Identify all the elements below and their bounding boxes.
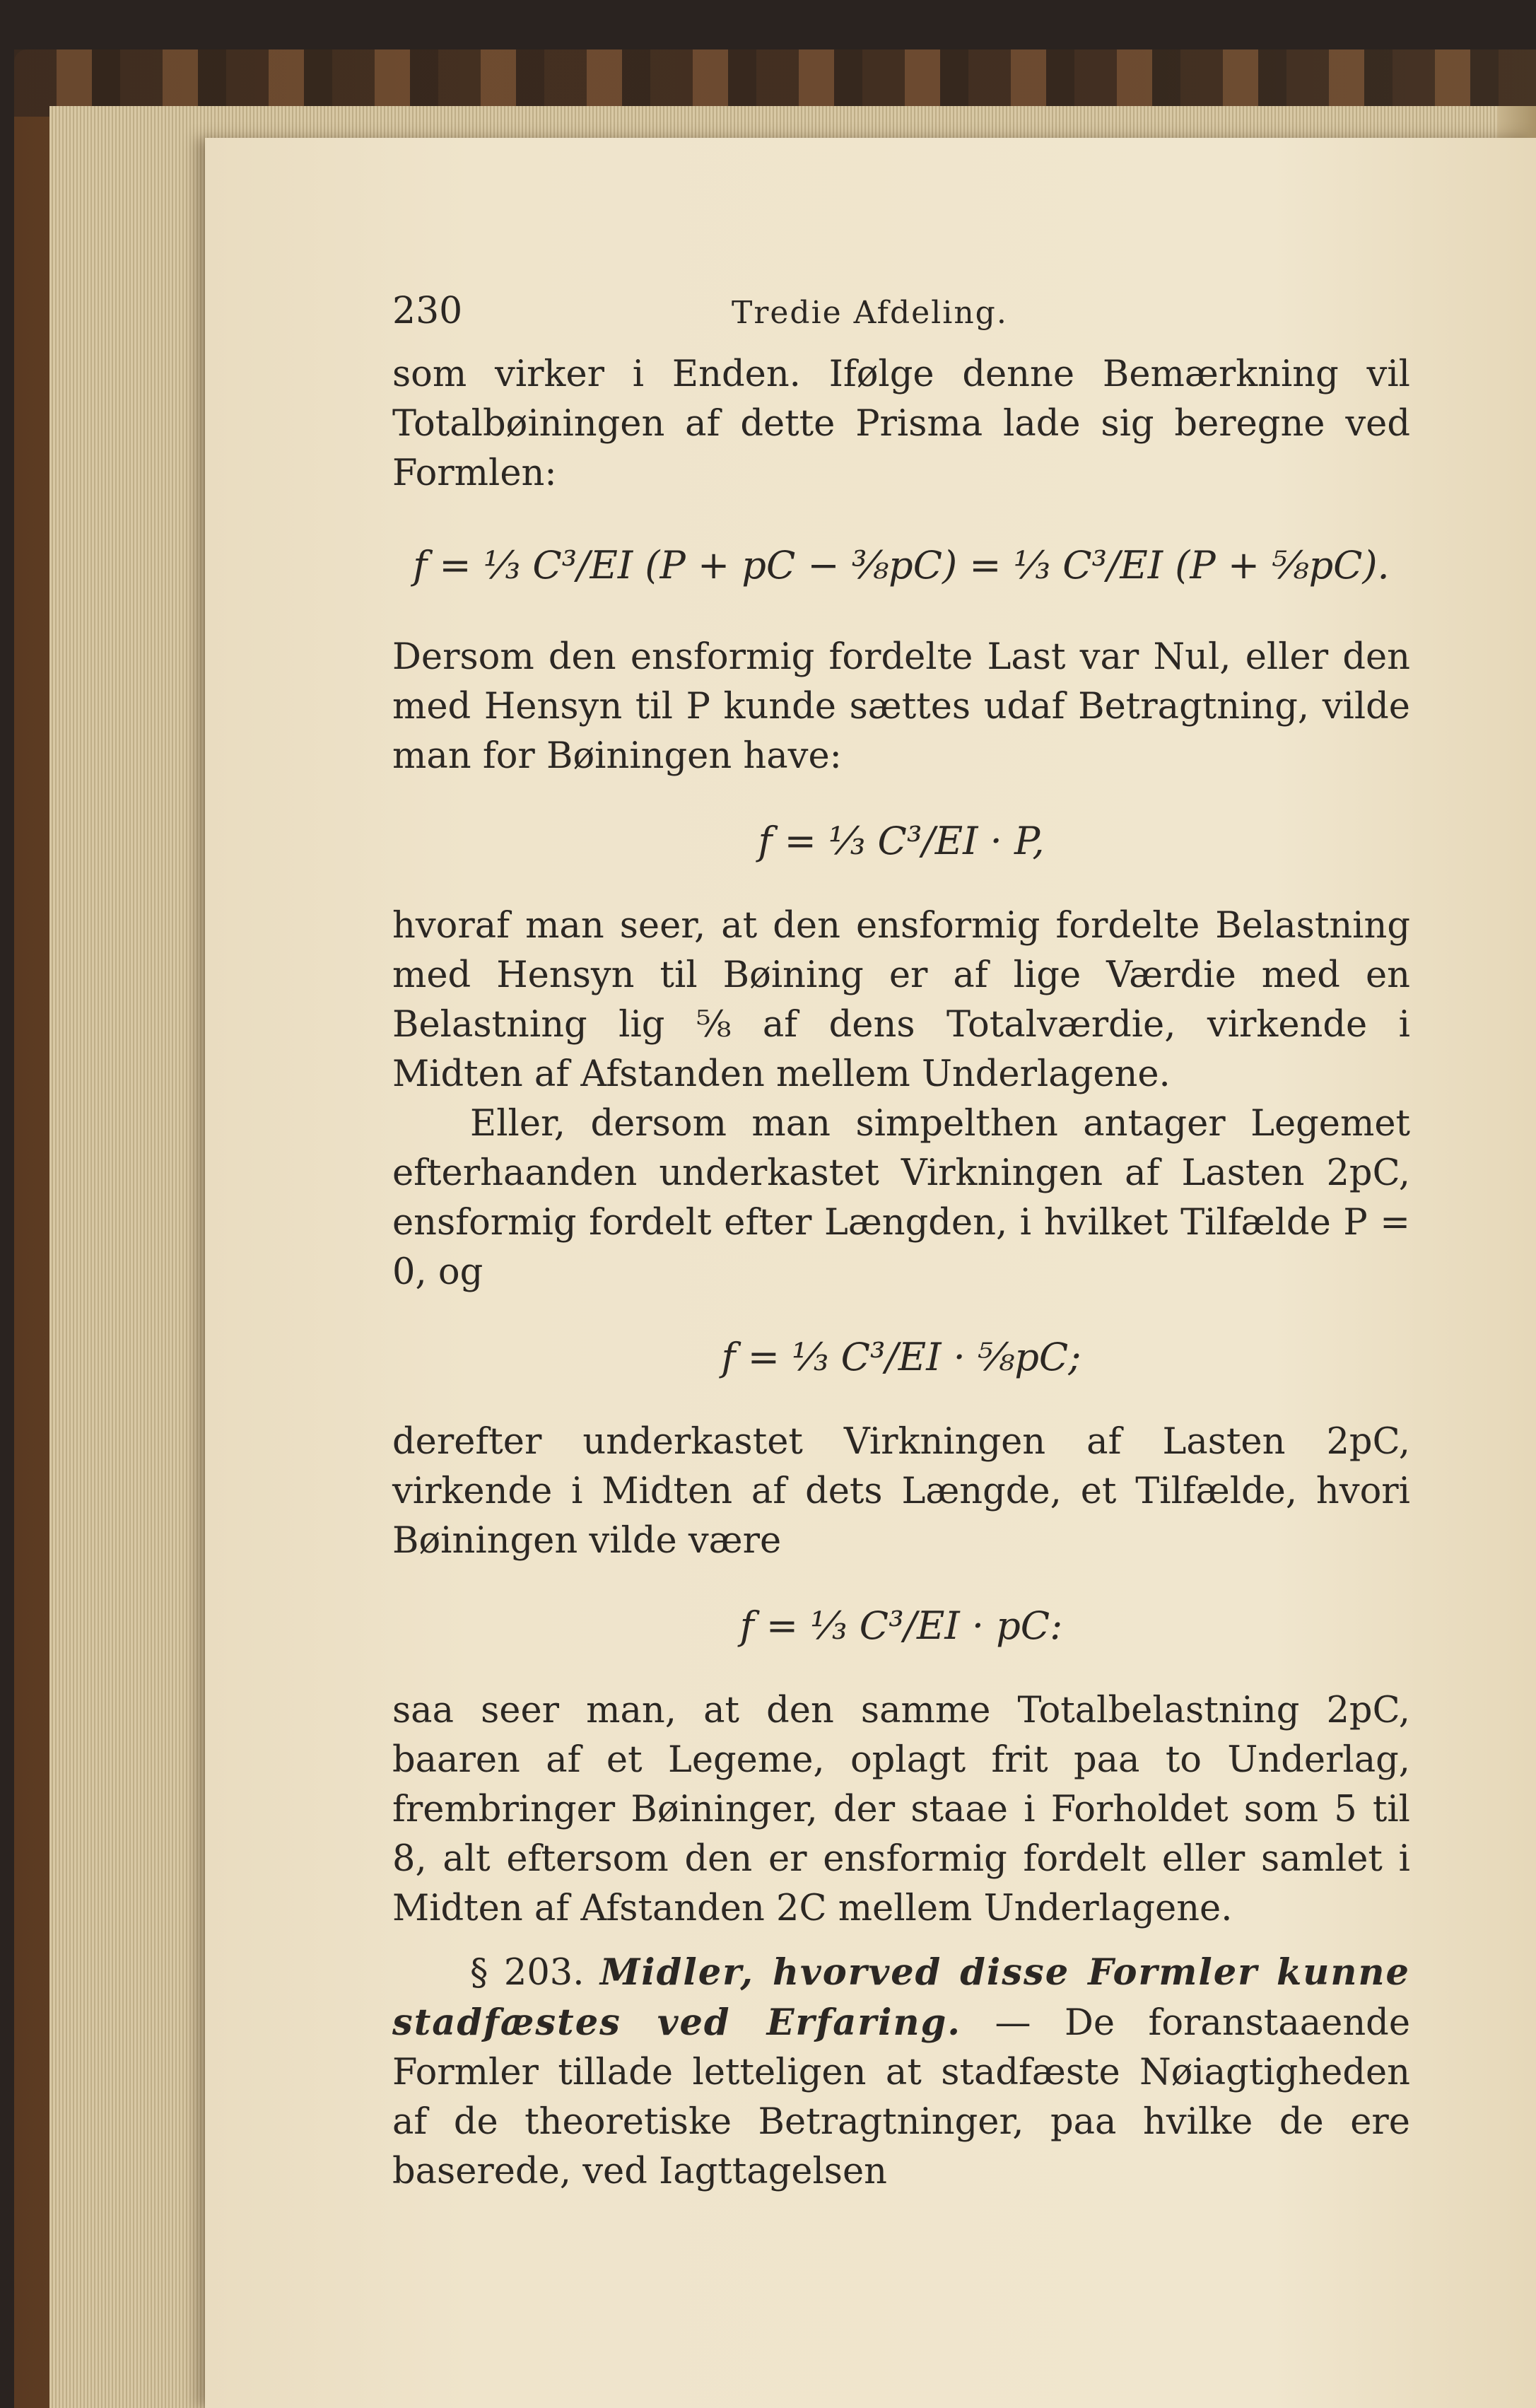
formula: f = ⅓ C³/EI (P + pC − ⅜pC) = ⅓ C³/EI (P + ⅝pC). — [413, 543, 1390, 588]
section-number: § 203. — [470, 1952, 585, 1994]
paragraph: derefter underkastet Virkningen af Lasten 2pC, virkende i Midten af dets Længde, et Tilfælde, hvori Bøiningen vilde være — [392, 1421, 1410, 1562]
formula: f = ⅓ C³/EI · P, — [758, 819, 1045, 863]
paragraph: hvoraf man seer, at den ensformig fordelte Belastning med Hensyn til Bøining er af lige Værdie med en Belastning lig ⅝ af dens Totalværdie, virkende i Midten af Afstanden mellem Underlagene. — [392, 905, 1410, 1095]
paragraph: som virker i Enden. Ifølge denne Bemærkning vil Totalbøiningen af dette Prisma lade sig beregne ved Formlen: — [392, 353, 1410, 494]
page-text — [392, 286, 1410, 2197]
paragraph: Eller, dersom man simpelthen antager Legemet efterhaanden underkastet Virkningen af Lasten 2pC, ensformig fordelt efter Længden, i hvilket Tilfælde P = 0, og — [392, 1103, 1410, 1293]
formula: f = ⅓ C³/EI · pC: — [739, 1603, 1063, 1648]
paragraph: saa seer man, at den samme Totalbelastning 2pC, baaren af et Legeme, oplagt frit paa to Underlag, frembringer Bøininger, der staae i Forholdet som 5 til 8, alt eftersom den er ensformig fordelt eller samlet i Midten af Afstanden 2C mellem Underlagene. — [392, 1690, 1410, 1929]
page-header — [392, 286, 1410, 350]
formula: f = ⅓ C³/EI · ⅝pC; — [721, 1335, 1081, 1379]
paragraph: Dersom den ensformig fordelte Last var Nul, eller den med Hensyn til P kunde sættes udaf Betragtning, vilde man for Bøiningen have: — [392, 636, 1410, 777]
section-paragraph — [392, 1948, 1410, 2197]
section-text: — De foranstaaende Formler tillade letteligen at stadfæste Nøiagtigheden af de theoretiske Betragtninger, paa hvilke de ere baserede, ved Iagttagelsen — [392, 2002, 1411, 2192]
running-head: Tredie Afdeling. — [732, 295, 1008, 331]
section-title: Midler, hvorved disse Formler kunne stadfæstes ved Erfaring. — [392, 1951, 1410, 2044]
page-number: 230 — [392, 290, 463, 332]
